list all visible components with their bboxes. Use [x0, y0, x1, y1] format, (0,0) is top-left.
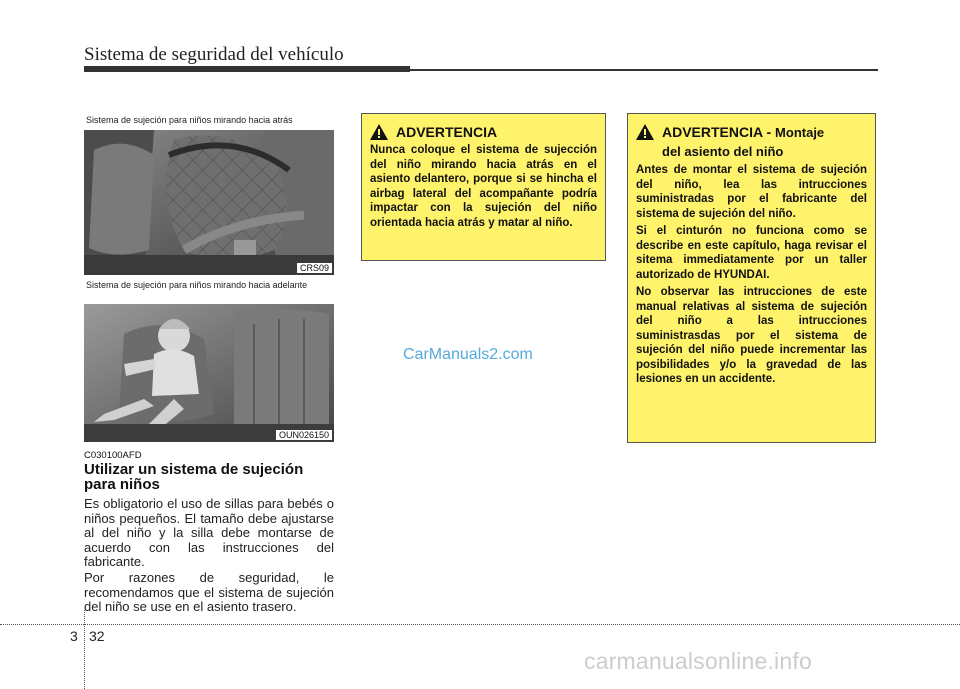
header-rule-thin — [410, 69, 878, 71]
warning-triangle-icon — [370, 124, 388, 140]
warning-paragraph-1: Antes de montar el sistema de sujeción del niño, lea las intrucciones suministradas por el fabricante del sistema de sujeción del niño. — [636, 164, 867, 220]
page-number: 32 — [89, 628, 105, 644]
footer-vertical-rule — [84, 610, 85, 689]
watermark-carmanuals: CarManuals2.com — [403, 346, 533, 363]
page-chapter: 3 — [70, 628, 78, 644]
warning-title-line — [662, 124, 824, 141]
warning-header — [370, 124, 597, 140]
header-title: Sistema de seguridad del vehículo — [84, 44, 344, 65]
footer-site-watermark: carmanualsonline.info — [584, 648, 812, 674]
header-rule-thick — [84, 66, 410, 72]
warning-title: ADVERTENCIA - — [662, 124, 772, 140]
section-heading: Utilizar un sistema de sujeción para niños — [84, 461, 304, 493]
warning-paragraph-2: Si el cinturón no funciona como se describe en este capítulo, haga revisar el sitema immediatamente por un taller autorizado de HYUNDAI. — [636, 225, 867, 281]
warning-triangle-icon — [636, 124, 654, 140]
warning-title-sub: Montaje — [775, 125, 825, 140]
warning-text: Nunca coloque el sistema de sujección del niño mirando hacia atrás en el asiento delantero, porque si se hincha el airbag lateral del acompañante podría impactar con la sujeción del niño orientada hacia atrás y matar al niño. — [370, 144, 597, 229]
warning-paragraph-3: No observar las intrucciones de este manual relativas al sistema de sujeción del niño a las intrucciones suministrasdas por el sistema de sujeción del niño puede incrementar las posibilidades y/o la gravedad de las lesiones en un accidente. — [636, 286, 867, 385]
rear-facing-seat-illustration — [84, 130, 334, 275]
figure-caption-rear-facing: Sistema de sujeción para niños mirando hacia atrás — [86, 115, 293, 125]
warning-title: ADVERTENCIA — [396, 124, 498, 140]
photo-forward-facing-seat — [84, 304, 334, 442]
footer-horizontal-rule — [0, 624, 960, 625]
warning-header — [636, 124, 867, 141]
section-paragraph-2: Por razones de seguridad, le recomendamos que el sistema de sujeción del niño se use en el asiento trasero. — [84, 570, 334, 614]
warning-box-mounting — [627, 113, 876, 443]
figure-code-crs09: CRS09 — [297, 263, 332, 273]
photo-rear-facing-seat — [84, 130, 334, 275]
figure-code-oun026150: OUN026150 — [276, 430, 332, 440]
forward-facing-seat-illustration — [84, 304, 334, 442]
section-code: C030100AFD — [84, 450, 142, 461]
figure-caption-forward-facing: Sistema de sujeción para niños mirando hacia adelante — [86, 280, 308, 290]
warning-subtitle: del asiento del niño — [662, 144, 784, 159]
section-paragraph-1: Es obligatorio el uso de sillas para bebés o niños pequeños. El tamaño debe ajustarse al del niño y la silla debe montarse de acuerdo con las instrucciones del fabricante. — [84, 496, 334, 569]
warning-box-front-seat — [361, 113, 606, 261]
